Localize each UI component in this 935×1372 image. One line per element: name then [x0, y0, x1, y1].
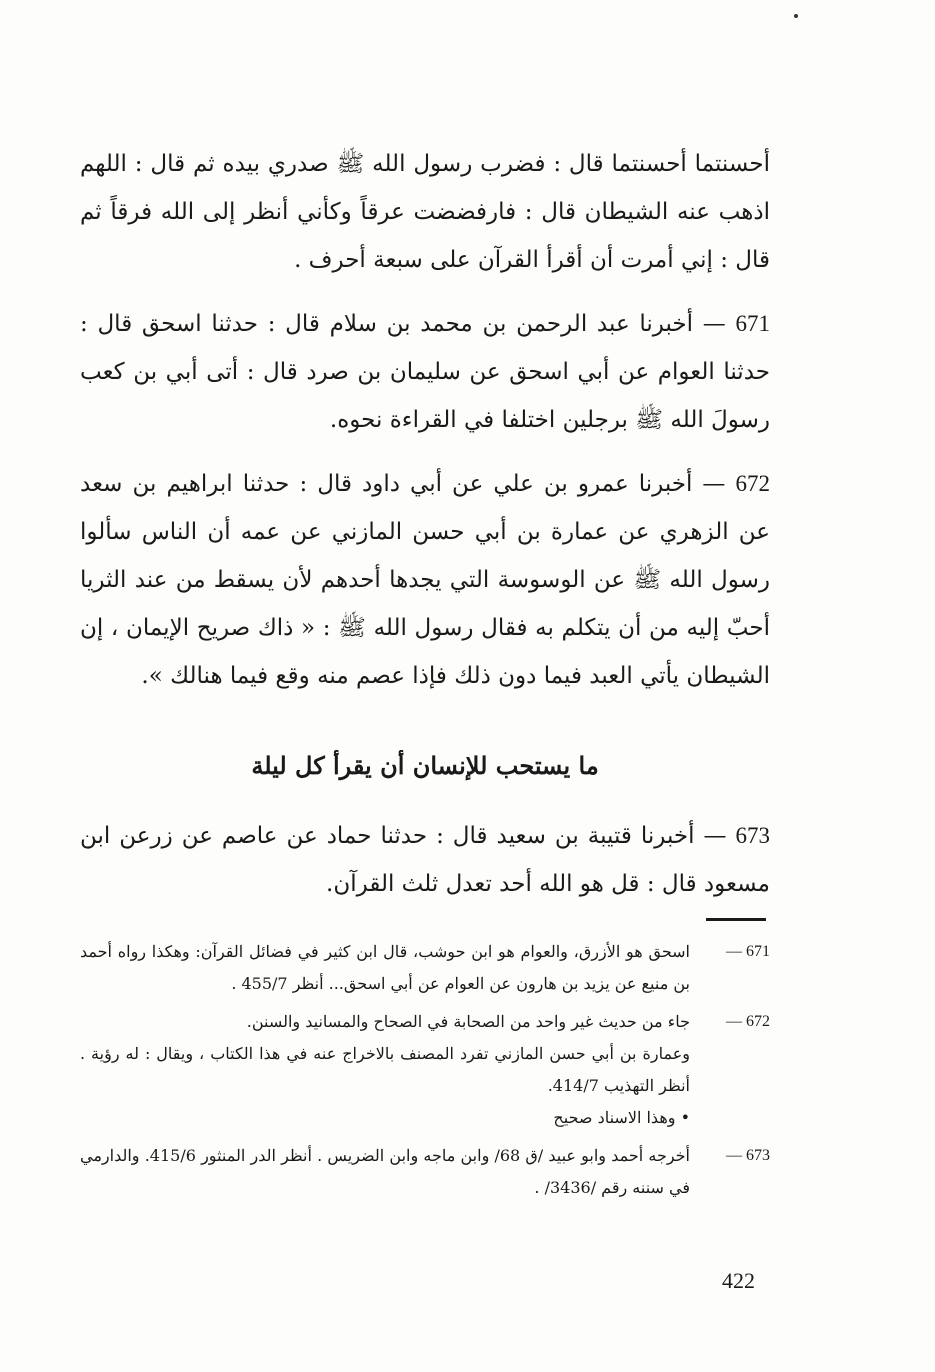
footnote-line: جاء من حديث غير واحد من الصحابة في الصحاح والمسانيد والسنن.	[246, 1012, 690, 1031]
footnote-number: 673 —	[726, 1147, 770, 1164]
hadith-672	[80, 460, 770, 700]
footnote-line: أخرجه أحمد وابو عبيد /ق 68/ وابن ماجه وابن الضريس . أنظر الدر المنثور 415/6. والدارمي في سننه رقم /3436/ .	[80, 1146, 690, 1197]
footnote-line: • وهذا الاسناد صحيح	[553, 1108, 690, 1127]
footnote-number: 672 —	[726, 1013, 770, 1030]
hadith-673	[80, 812, 770, 908]
footnote-671	[80, 936, 770, 1000]
hadith-text: — أخبرنا عمرو بن علي عن أبي داود قال : حدثنا ابراهيم بن سعد عن الزهري عن عمارة بن أبي حسن المازني عن عمه أن الناس سألوا رسول الله ﷺ عن الوسوسة التي يجدها أحدهم لأن يسقط من عند الثريا أحبّ إليه من أن يتكلم به فقال رسول الله ﷺ : « ذاك صريح الإيمان ، إن الشيطان يأتي العبد فيما دون ذلك فإذا عصم منه وقع فيما هنالك ».	[80, 471, 770, 689]
footnote-672	[80, 1006, 770, 1134]
paragraph-continuation	[80, 140, 770, 284]
main-text-bottom	[80, 812, 770, 924]
footnote-divider	[706, 918, 766, 921]
paragraph-text: أحسنتما أحسنتما قال : فضرب رسول الله ﷺ صدري بيده ثم قال : اللهم اذهب عنه الشيطان قال : فارفضضت عرقاً وكأني أنظر إلى الله فرقاً ثم قال : إني أمرت أن أقرأ القرآن على سبعة أحرف .	[80, 151, 770, 273]
page-number: 422	[722, 1268, 755, 1293]
hadith-text: — أخبرنا عبد الرحمن بن محمد بن سلام قال : حدثنا اسحق قال : حدثنا العوام عن أبي اسحق عن سليمان بن صرد قال : أتى أبي بن كعب رسولَ الله ﷺ برجلين اختلفا في القراءة نحوه.	[80, 311, 770, 433]
page-mark-dot	[794, 14, 798, 18]
section-heading: ما يستحب للإنسان أن يقرأ كل ليلة	[251, 751, 599, 780]
hadith-number: 671	[735, 311, 771, 336]
hadith-number: 673	[735, 823, 770, 848]
hadith-671	[80, 300, 770, 444]
hadith-text: — أخبرنا قتيبة بن سعيد قال : حدثنا حماد عن عاصم عن زرعن ابن مسعود قال : قل هو الله أحد تعدل ثلث القرآن.	[80, 823, 770, 897]
footnote-body	[80, 1006, 690, 1134]
footnote-body	[80, 936, 690, 1000]
footnote-673	[80, 1140, 770, 1204]
main-text-top	[80, 140, 770, 716]
footnote-line: وعمارة بن أبي حسن المازني تفرد المصنف بالاخراج عنه في هذا الكتاب ، ويقال : له رؤية . أنظر التهذيب 414/7.	[80, 1044, 690, 1095]
footnote-line: اسحق هو الأزرق، والعوام هو ابن حوشب، قال ابن كثير في فضائل القرآن: وهكذا رواه أحمد بن منيع عن يزيد بن هارون عن العوام عن أبي اسحق... أنظر 455/7 .	[80, 942, 691, 993]
hadith-number: 672	[735, 471, 770, 496]
footnote-body	[80, 1140, 690, 1204]
footnotes	[80, 936, 770, 1210]
footnote-number: 671 —	[726, 943, 770, 960]
